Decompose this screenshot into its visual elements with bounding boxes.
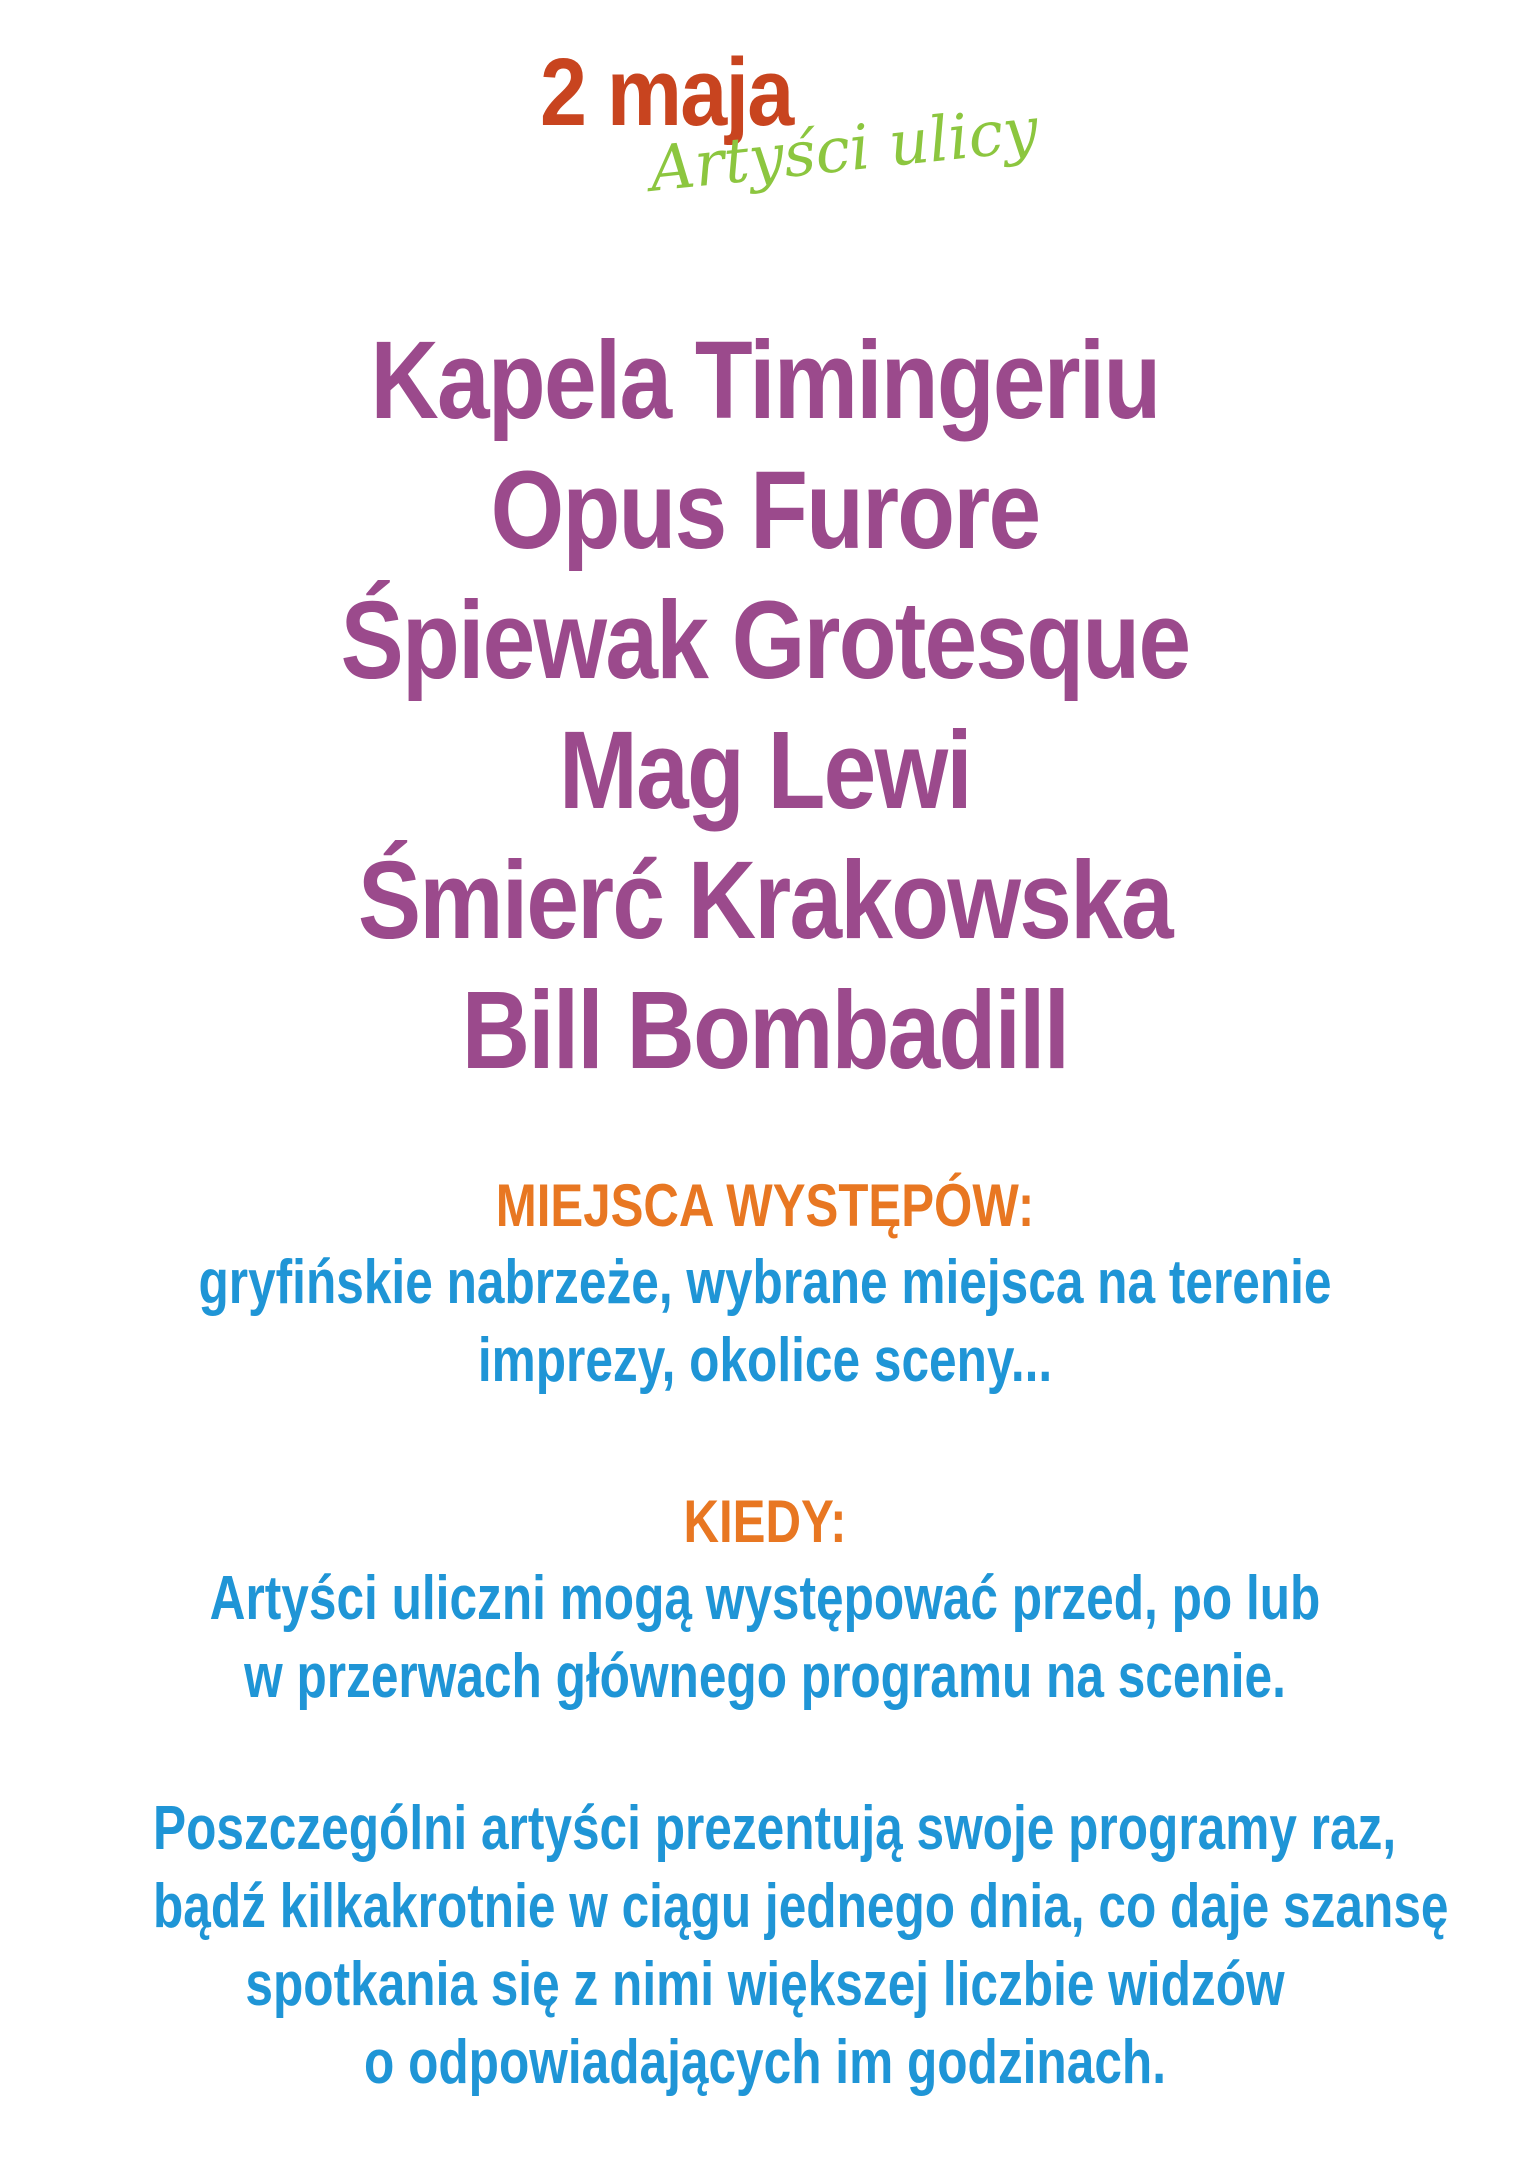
artist-name: Opus Furore xyxy=(490,449,1040,572)
when-line: w przerwach głównego programu na scenie. xyxy=(244,1642,1286,1711)
artist-name: Śmierć Krakowska xyxy=(358,839,1172,962)
artist-name: Kapela Timingeriu xyxy=(370,319,1160,442)
venues-heading: MIEJSCA WYSTĘPÓW: xyxy=(495,1172,1035,1239)
artist-name: Śpiewak Grotesque xyxy=(340,579,1190,702)
event-subtitle: Artyści ulicy xyxy=(646,92,1042,206)
info-line: Poszczególni artyści prezentują swoje programy raz, xyxy=(153,1794,1397,1863)
info-line: spotkania się z nimi większej liczbie widzów xyxy=(245,1950,1285,2019)
info-section xyxy=(0,1790,1530,2102)
artist-name: Bill Bombadill xyxy=(461,969,1069,1092)
event-date: 2 maja xyxy=(540,39,793,146)
when-line: Artyści uliczni mogą występować przed, po lub xyxy=(209,1564,1321,1633)
info-line: o odpowiadających im godzinach. xyxy=(364,2028,1166,2097)
artist-name: Mag Lewi xyxy=(559,709,971,832)
venues-line: gryfińskie nabrzeże, wybrane miejsca na terenie xyxy=(198,1248,1332,1317)
venues-section xyxy=(0,1168,1530,1400)
when-heading: KIEDY: xyxy=(683,1488,847,1555)
when-section xyxy=(0,1484,1530,1716)
info-line: bądź kilkakrotnie w ciągu jednego dnia, co daje szansę xyxy=(153,1872,1449,1941)
venues-line: imprezy, okolice sceny... xyxy=(477,1326,1053,1395)
artist-list xyxy=(0,316,1530,1096)
